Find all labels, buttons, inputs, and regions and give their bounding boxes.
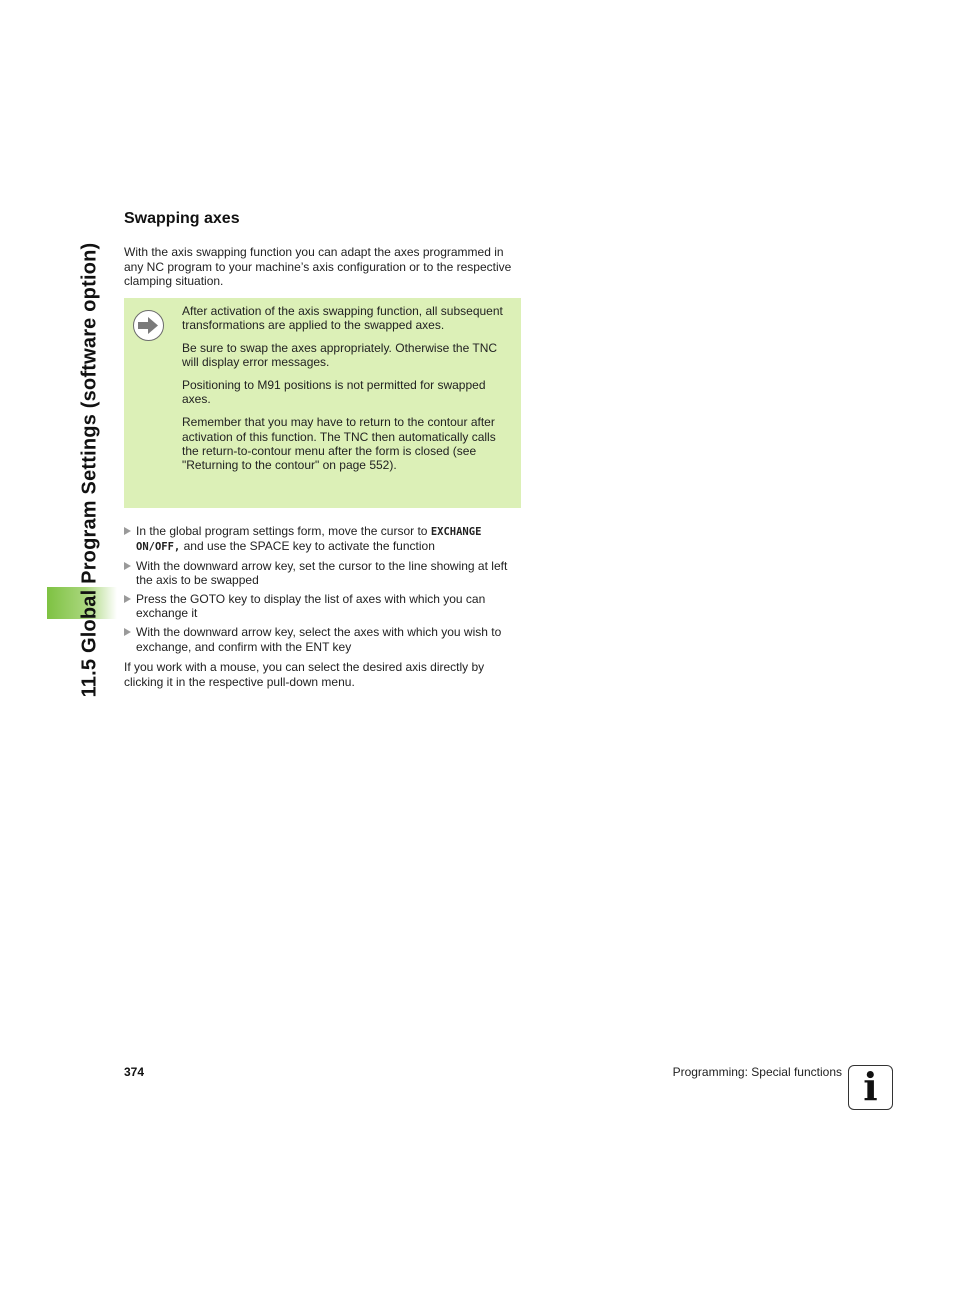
note-paragraph: Remember that you may have to return to the contour after activation of this function. The TNC then automatically calls the return-to-contour menu after the form is closed (see "Returning to the contour" on page 552). [182, 415, 496, 473]
note-paragraph: Positioning to M91 positions is not permitted for swapped axes. [182, 378, 486, 407]
step-item [124, 524, 521, 555]
note-text [182, 304, 514, 481]
step-text: Press the GOTO key to display the list of axes with which you can exchange it [136, 592, 486, 621]
arrow-right-icon [133, 310, 164, 341]
page-number: 374 [124, 1065, 145, 1079]
note-box [124, 298, 521, 508]
step-list [124, 524, 521, 658]
note-paragraph: Be sure to swap the axes appropriately. Otherwise the TNC will display error messages. [182, 341, 498, 370]
intro-paragraph: With the axis swapping function you can adapt the axes programmed in any NC program to your machine’s axis configuration or to the respective clamping situation. [124, 245, 512, 288]
note-paragraph: After activation of the axis swapping function, all subsequent transformations are applied to the swapped axes. [182, 304, 503, 333]
chapter-title: Programming: Special functions [672, 1065, 842, 1079]
step-item [124, 559, 521, 588]
softkey-code: EXCHANGE ON/OFF, [136, 526, 482, 554]
triangle-bullet-icon [124, 527, 131, 535]
step-text: In the global program settings form, move the cursor to [136, 524, 431, 538]
triangle-bullet-icon [124, 628, 131, 636]
step-text: and use the SPACE key to activate the function [180, 539, 435, 554]
section-heading: Swapping axes [124, 210, 240, 227]
step-text: With the downward arrow key, set the cursor to the line showing at left the axis to be swapped [136, 559, 508, 588]
section-title-vertical: 11.5 Global Program Settings (software option) [78, 242, 101, 698]
triangle-bullet-icon [124, 595, 131, 603]
step-text: With the downward arrow key, select the axes with which you wish to exchange, and confirm with the ENT key [136, 625, 502, 654]
step-item [124, 592, 521, 621]
mouse-paragraph: If you work with a mouse, you can select the desired axis directly by clicking it in the respective pull-down menu. [124, 660, 485, 689]
triangle-bullet-icon [124, 562, 131, 570]
step-item [124, 625, 521, 654]
info-icon: i [848, 1065, 893, 1110]
